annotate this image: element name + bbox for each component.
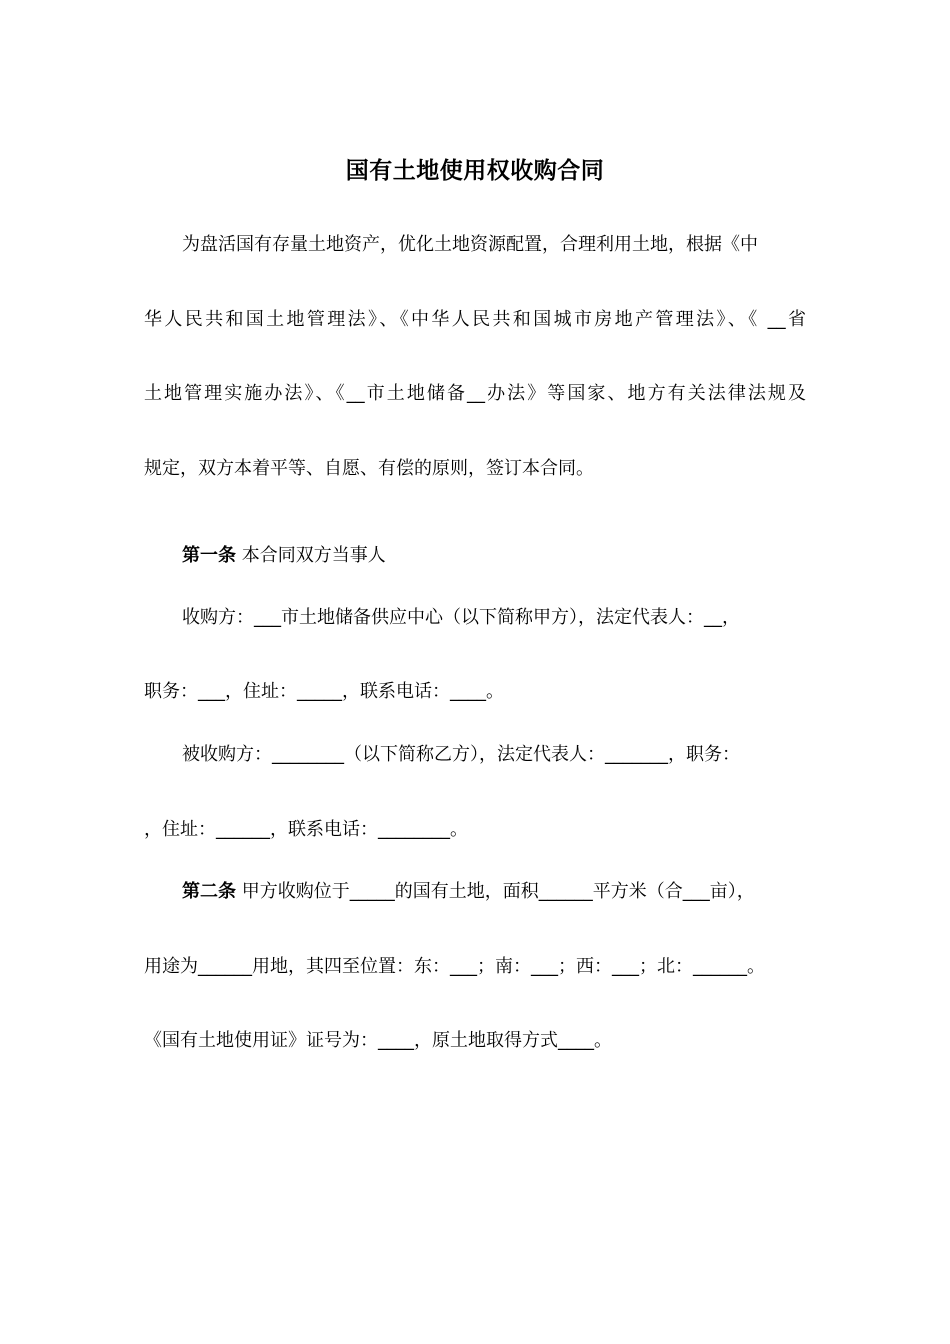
article-1 bbox=[182, 543, 386, 569]
article-2-line-3: 《国有土地使用证》证号为：____，原土地取得方式____。 bbox=[144, 1030, 612, 1051]
article-2-text: 甲方收购位于_____的国有土地，面积______平方米（合___亩）， bbox=[236, 881, 755, 902]
article-2-line-1 bbox=[182, 879, 755, 905]
party-b-line-2: ，住址：______，联系电话：________。 bbox=[144, 819, 468, 840]
preamble-line-1: 为盘活国有存量土地资产，优化土地资源配置，合理利用土地，根据《中 bbox=[182, 234, 758, 255]
article-1-heading: 第一条 bbox=[182, 545, 236, 566]
article-2-heading: 第二条 bbox=[182, 881, 236, 902]
party-a-line-1: 收购方：___市土地储备供应中心（以下简称甲方），法定代表人：__， bbox=[182, 607, 740, 628]
preamble-line-2: 华人民共和国土地管理法》、《中华人民共和国城市房地产管理法》、《 __省 bbox=[144, 309, 806, 330]
party-b-line-1: 被收购方：________（以下简称乙方），法定代表人：_______，职务： bbox=[182, 744, 740, 765]
article-1-text: 本合同双方当事人 bbox=[236, 545, 386, 566]
article-2-line-2: 用途为______用地，其四至位置：东：___；南：___；西：___；北：______。 bbox=[144, 956, 765, 977]
document-title: 国有土地使用权收购合同 bbox=[345, 158, 605, 184]
preamble-line-4: 规定，双方本着平等、自愿、有偿的原则，签订本合同。 bbox=[144, 458, 594, 479]
party-a-line-2: 职务：___，住址：_____，联系电话：____。 bbox=[144, 681, 504, 702]
preamble-line-3: 土地管理实施办法》、《__市土地储备__办法》等国家、地方有关法律法规及 bbox=[144, 383, 806, 404]
